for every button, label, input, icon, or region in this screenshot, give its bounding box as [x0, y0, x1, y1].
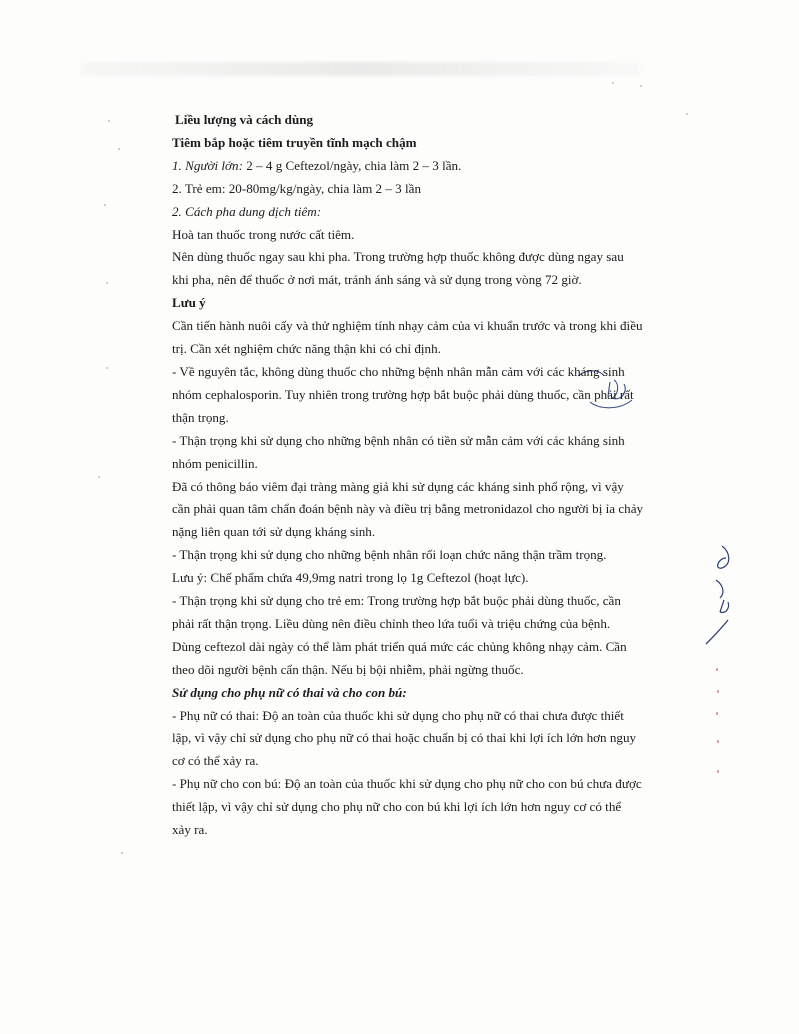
label-adults: 1. Người lớn:	[172, 157, 243, 173]
text-line: nhóm penicillin.	[172, 455, 258, 471]
text-line: nhóm cephalosporin. Tuy nhiên trong trường hợp bắt buộc phải dùng thuốc, cần phải rất	[172, 386, 634, 402]
text-line: - Phụ nữ có thai: Độ an toàn của thuốc khi sử dụng cho phụ nữ có thai chưa được thiết	[172, 707, 624, 723]
text-line: Lưu ý: Chế phẩm chứa 49,9mg natri trong lọ 1g Ceftezol (hoạt lực).	[172, 570, 529, 586]
section-heading-notes: Lưu ý	[172, 295, 206, 311]
text-line: Cần tiến hành nuôi cấy và thử nghiệm tính nhạy cảm của vi khuẩn trước và trong khi điều	[172, 318, 643, 334]
text-line: trị. Cần xét nghiệm chức năng thận khi có chỉ định.	[172, 341, 441, 357]
stamp-mark	[716, 712, 718, 715]
text-line: Đã có thông báo viêm đại tràng màng giả khi sử dụng các kháng sinh phổ rộng, vì vậy	[172, 478, 624, 494]
text-line: thiết lập, vì vậy chỉ sử dụng cho phụ nữ cho con bú khi lợi ích lớn hơn nguy cơ có thể	[172, 799, 622, 815]
text-line: khi pha, nên để thuốc ở nơi mát, tránh ánh sáng và sử dụng trong vòng 72 giờ.	[172, 272, 582, 288]
scan-speck	[640, 85, 642, 87]
text-line: - Thận trọng khi sử dụng cho những bệnh nhân có tiền sử mẫn cảm với các kháng sinh	[172, 432, 625, 448]
text-line: cơ có thể xảy ra.	[172, 753, 259, 769]
subheading-route: Tiêm bắp hoặc tiêm truyền tĩnh mạch chậm	[172, 134, 417, 150]
text-line: Nên dùng thuốc ngay sau khi pha. Trong trường hợp thuốc không được dùng ngay sau	[172, 249, 624, 265]
text-line: Dùng ceftezol dài ngày có thể làm phát triển quá mức các chủng không nhạy cảm. Cần	[172, 638, 627, 654]
preparation-heading: 2. Cách pha dung dịch tiêm:	[172, 203, 322, 219]
text-line: phải rất thận trọng. Liều dùng nên điều chỉnh theo lứa tuổi và triệu chứng của bệnh.	[172, 615, 611, 631]
dosage-adults-text: 2 – 4 g Ceftezol/ngày, chia làm 2 – 3 lần.	[242, 157, 462, 173]
text-line: theo dõi người bệnh cẩn thận. Nếu bị bội nhiễm, phải ngừng thuốc.	[172, 661, 524, 677]
signature	[700, 540, 740, 650]
text-line: - Thận trọng khi sử dụng cho những bệnh nhân rối loạn chức năng thận trầm trọng.	[172, 547, 607, 563]
text-line: Hoà tan thuốc trong nước cất tiêm.	[172, 226, 355, 242]
text-line: cần phải quan tâm chẩn đoán bệnh này và điều trị bằng metronidazol cho người bị ỉa chảy	[172, 501, 644, 517]
document-body	[172, 109, 667, 842]
section-heading-dosage: Liều lượng và cách dùng	[175, 112, 314, 127]
text-line: - Về nguyên tắc, không dùng thuốc cho những bệnh nhân mẫn cảm với các kháng sinh	[172, 363, 625, 379]
scan-speck	[612, 82, 614, 84]
scan-speck	[118, 148, 120, 150]
scan-speck	[686, 113, 688, 115]
scan-artifact-header	[80, 62, 640, 76]
scan-speck	[106, 367, 108, 369]
text-line: thận trọng.	[172, 409, 229, 425]
scan-speck	[98, 476, 100, 478]
scan-speck	[121, 852, 123, 854]
stamp-mark	[717, 740, 719, 743]
text-line: - Phụ nữ cho con bú: Độ an toàn của thuốc khi sử dụng cho phụ nữ cho con bú chưa được	[172, 776, 642, 792]
text-line: - Thận trọng khi sử dụng cho trẻ em: Trong trường hợp bắt buộc phải dùng thuốc, cần	[172, 593, 621, 609]
stamp-mark	[716, 668, 718, 671]
section-heading-pregnancy: Sử dụng cho phụ nữ có thai và cho con bú:	[172, 684, 407, 700]
stamp-mark	[717, 690, 719, 693]
dosage-adults	[172, 155, 667, 178]
text-line: xảy ra.	[172, 822, 208, 838]
scan-speck	[104, 204, 106, 206]
dosage-children: 2. Trẻ em: 20-80mg/kg/ngày, chia làm 2 – 3 lần	[172, 180, 421, 196]
text-line: nặng liên quan tới sử dụng kháng sinh.	[172, 524, 376, 540]
scan-speck	[106, 282, 108, 284]
scan-speck	[108, 120, 110, 122]
text-line: lập, vì vậy chỉ sử dụng cho phụ nữ có thai hoặc chuẩn bị có thai khi lợi ích lớn hơn nguy	[172, 730, 637, 746]
stamp-mark	[717, 770, 719, 773]
